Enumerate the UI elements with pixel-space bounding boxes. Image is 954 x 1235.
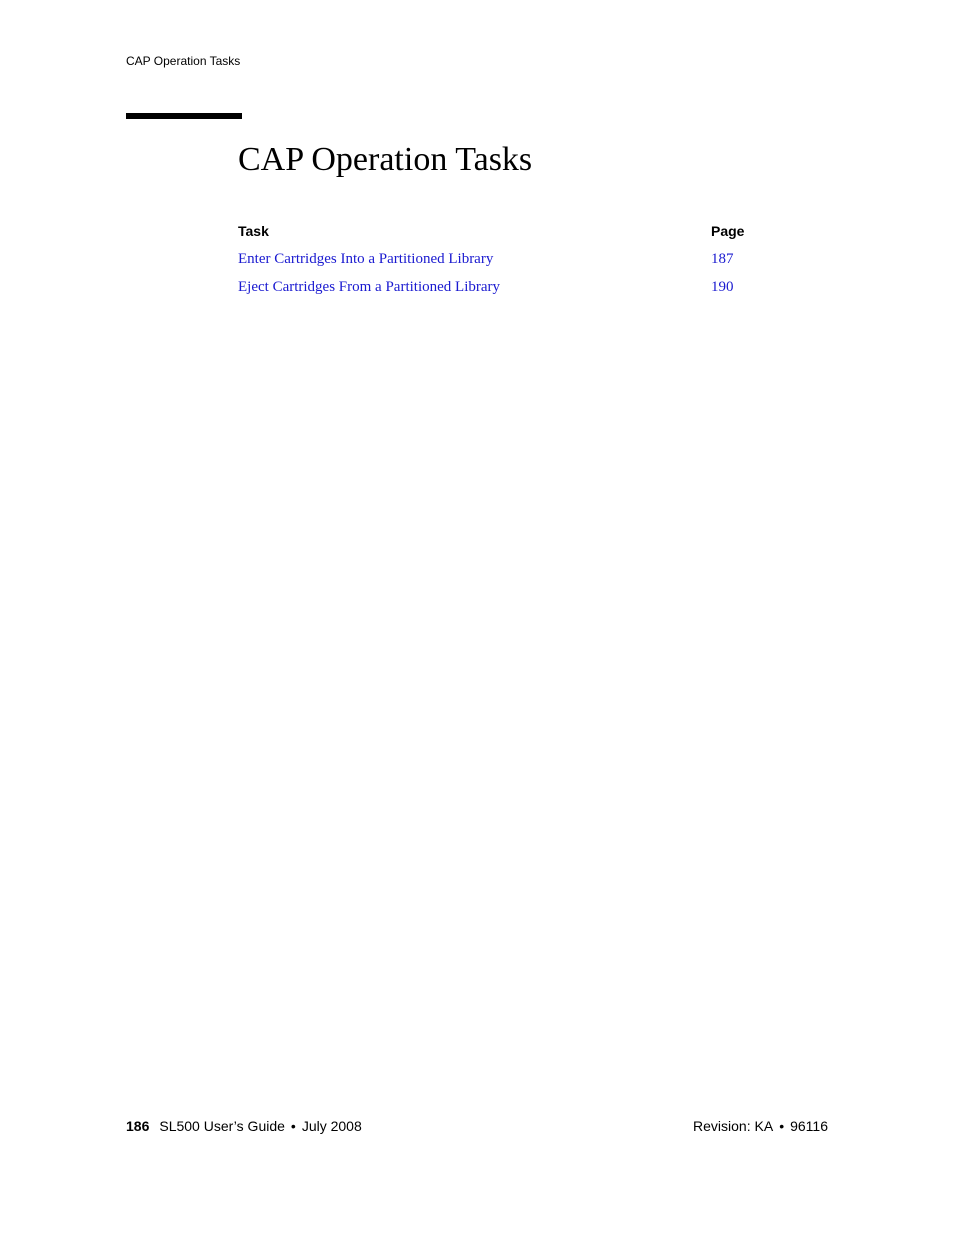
page-link-eject-cartridges[interactable]: 190: [711, 279, 734, 295]
page-column-header: Page: [711, 223, 745, 239]
task-link-eject-cartridges[interactable]: Eject Cartridges From a Partitioned Library: [238, 279, 501, 295]
footer-doc-number: 96116: [790, 1118, 828, 1134]
task-table: [238, 220, 758, 304]
footer-date: July 2008: [301, 1118, 362, 1134]
footer-bullet: •: [779, 1118, 785, 1134]
footer-page-number: 186: [126, 1118, 150, 1134]
task-column-header: Task: [238, 223, 269, 239]
footer-right: [693, 1117, 828, 1135]
running-header: CAP Operation Tasks: [126, 54, 241, 68]
footer-left: [126, 1117, 362, 1135]
footer-bullet: •: [290, 1118, 296, 1134]
table-row: [238, 276, 758, 304]
table-header-row: [238, 220, 758, 248]
table-row: [238, 248, 758, 276]
page-title: CAP Operation Tasks: [238, 141, 533, 178]
page-link-enter-cartridges[interactable]: 187: [711, 251, 734, 267]
title-rule: [126, 113, 242, 119]
footer-guide-title: SL500 User’s Guide: [159, 1118, 285, 1134]
footer-revision: Revision: KA: [693, 1118, 774, 1134]
task-link-enter-cartridges[interactable]: Enter Cartridges Into a Partitioned Library: [238, 251, 494, 267]
